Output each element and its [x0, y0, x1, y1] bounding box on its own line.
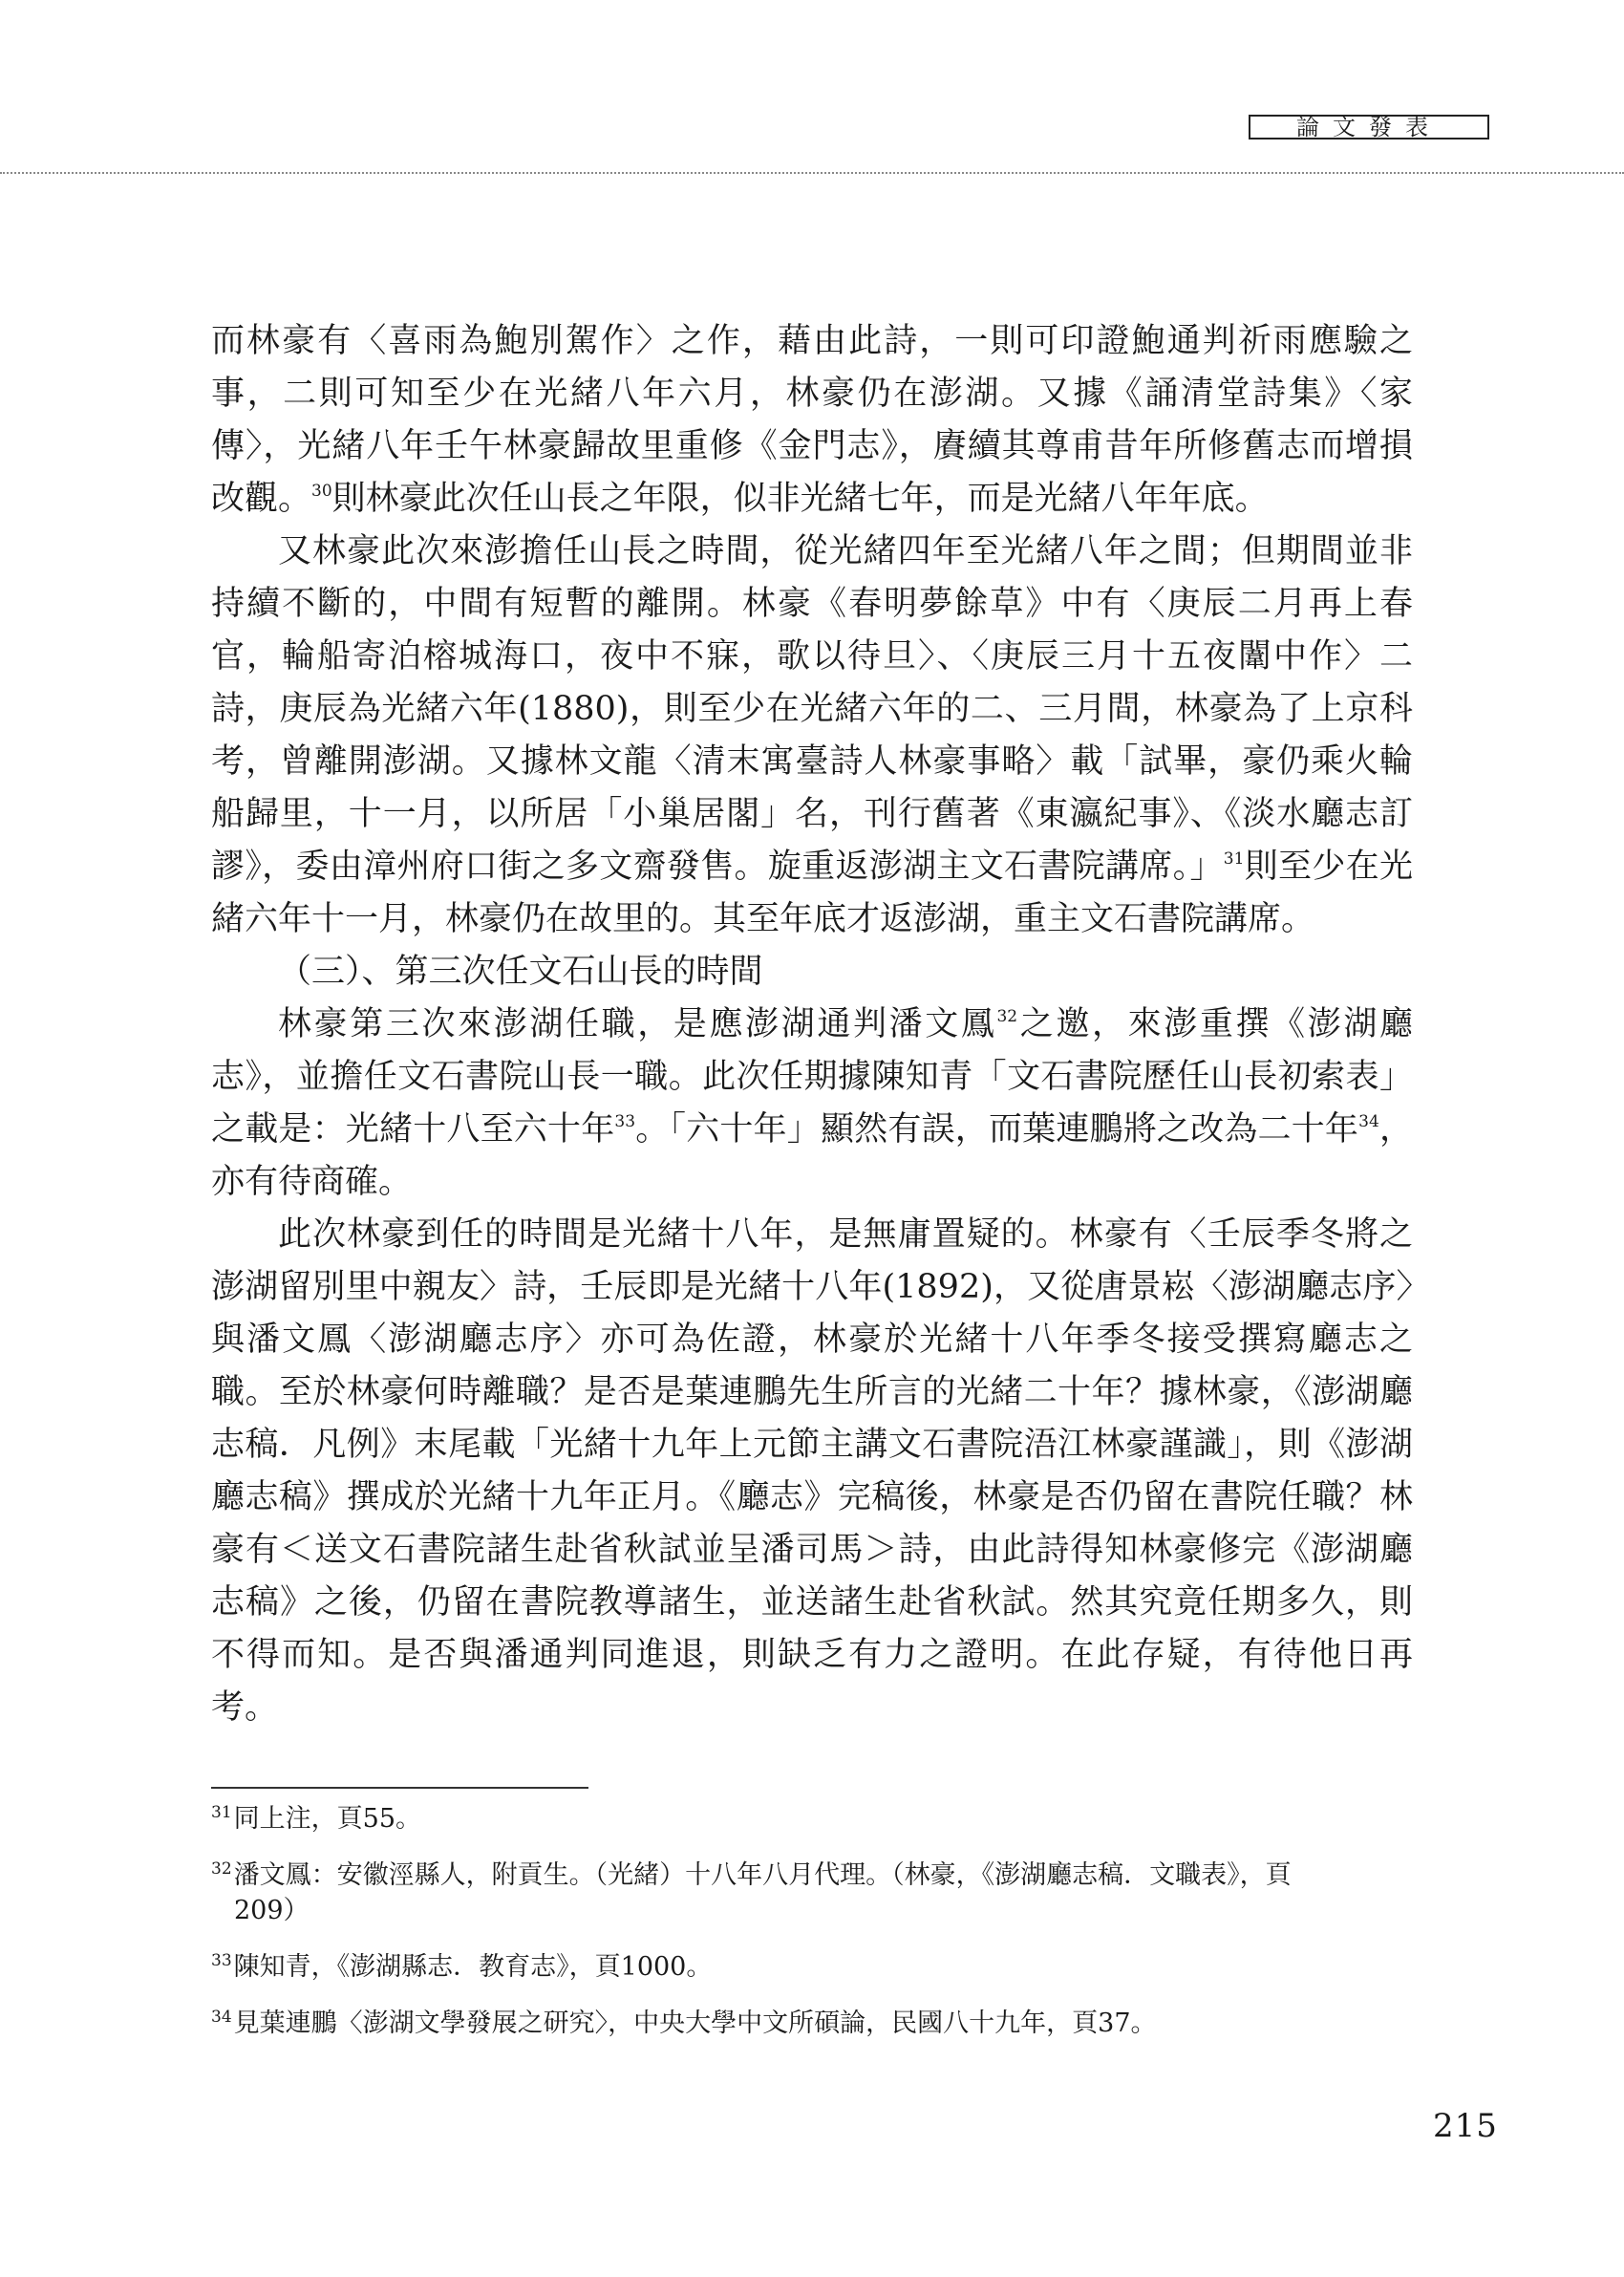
footnote-ref-32: 32 [996, 1007, 1018, 1026]
paragraph-3-text-c: 。「六十年」顯然有誤，而葉連鵬將之改為二十年 [635, 1110, 1359, 1149]
paragraph-1-text-a: 而林豪有〈喜雨為鮑別駕作〉之作，藉由此詩，一則可印證鮑通判祈雨應驗之事，二則可知至少在光緒八年六月，林豪仍在澎湖。又據《誦清堂詩集》〈家傳〉，光緒八年壬午林豪歸故里重修《金門志》，賡續其尊甫昔年所修舊志而增損改觀。 [211, 322, 1413, 518]
footnote-ref-33: 33 [614, 1112, 636, 1131]
paragraph-1 [211, 315, 1413, 526]
footnotes [211, 1801, 1413, 2062]
footnote-text: 同上注，頁55。 [233, 1804, 421, 1834]
paragraph-3-text-d: ，亦有待商確。 [211, 1110, 1413, 1201]
footnote-34 [211, 2006, 1413, 2041]
running-head: 論文發表 [1249, 115, 1489, 140]
main-text [211, 315, 1413, 1734]
paragraph-3-text-b: 之邀，來澎重撰《澎湖廳志》，並擔任文石書院山長一職。此次任期據陳知青「文石書院歷任山長初索表」之載是：光緒十八至六十年 [211, 1005, 1413, 1149]
footnote-32 [211, 1858, 1413, 1928]
paragraph-2-text-a: 又林豪此次來澎擔任山長之時間，從光緒四年至光緒八年之間；但期間並非持續不斷的，中間有短暫的離開。林豪《春明夢餘草》中有〈庚辰二月再上春官，輪船寄泊榕城海口，夜中不寐，歌以待旦〉、〈庚辰三月十五夜闈中作〉二詩，庚辰為光緒六年(1880)，則至少在光緒六年的二、三月間，林豪為了上京科考，曾離開澎湖。又據林文龍〈清末寓臺詩人林豪事略〉載「試畢，豪仍乘火輪船歸里，十一月，以所居「小巢居閣」名，刊行舊著《東瀛紀事》、《淡水廳志訂謬》，委由漳州府口街之多文齋發售。旋重返澎湖主文石書院講席。」 [211, 532, 1413, 886]
footnote-continuation: 209） [234, 1896, 310, 1925]
footnote-ref-30: 30 [311, 482, 332, 501]
footnote-text: 陳知青，《澎湖縣志．教育志》，頁1000。 [233, 1952, 713, 1982]
paragraph-2 [211, 526, 1413, 946]
page-number: 215 [1433, 2107, 1498, 2145]
paragraph-2-text-b: 則至少在光緒六年十一月，林豪仍在故里的。其至年底才返澎湖，重主文石書院講席。 [211, 848, 1413, 938]
footnote-number: 34 [211, 2008, 232, 2027]
header-divider [0, 172, 1624, 174]
footnote-31 [211, 1801, 1413, 1837]
paragraph-3 [211, 999, 1413, 1209]
footnote-text: 潘文鳳：安徽涇縣人，附貢生。（光緒）十八年八月代理。（林豪，《澎湖廳志稿．文職表》，頁 [233, 1860, 1292, 1890]
footnote-number: 33 [211, 1951, 232, 1970]
section-heading: （三）、第三次任文石山長的時間 [278, 953, 763, 991]
footnote-divider [211, 1787, 588, 1789]
footnote-text: 見葉連鵬〈澎湖文學發展之研究〉，中央大學中文所碩論，民國八十九年，頁37。 [233, 2008, 1157, 2038]
paragraph-4: 此次林豪到任的時間是光緒十八年，是無庸置疑的。林豪有〈壬辰季冬將之澎湖留別里中親友〉詩，壬辰即是光緒十八年(1892)，又從唐景崧〈澎湖廳志序〉與潘文鳳〈澎湖廳志序〉亦可為佐證，林豪於光緒十八年季冬接受撰寫廳志之職。至於林豪何時離職？是否是葉連鵬先生所言的光緒二十年？據林豪，《澎湖廳志稿．凡例》末尾載「光緒十九年上元節主講文石書院浯江林豪謹識」，則《澎湖廳志稿》撰成於光緒十九年正月。《廳志》完稿後，林豪是否仍留在書院任職？林豪有＜送文石書院諸生赴省秋試並呈潘司馬＞詩，由此詩得知林豪修完《澎湖廳志稿》之後，仍留在書院教導諸生，並送諸生赴省秋試。然其究竟任期多久，則不得而知。是否與潘通判同進退，則缺乏有力之證明。在此存疑，有待他日再考。 [211, 1215, 1413, 1727]
footnote-ref-34: 34 [1358, 1112, 1379, 1131]
footnote-number: 32 [211, 1859, 232, 1879]
footnote-number: 31 [211, 1803, 232, 1822]
paragraph-3-text-a: 林豪第三次來澎湖任職，是應澎湖通判潘文鳳 [278, 1005, 997, 1043]
footnote-ref-31: 31 [1223, 849, 1245, 869]
paragraph-1-text-b: 則林豪此次任山長之年限，似非光緒七年，而是光緒八年年底。 [331, 480, 1269, 518]
footnote-33 [211, 1949, 1413, 1985]
